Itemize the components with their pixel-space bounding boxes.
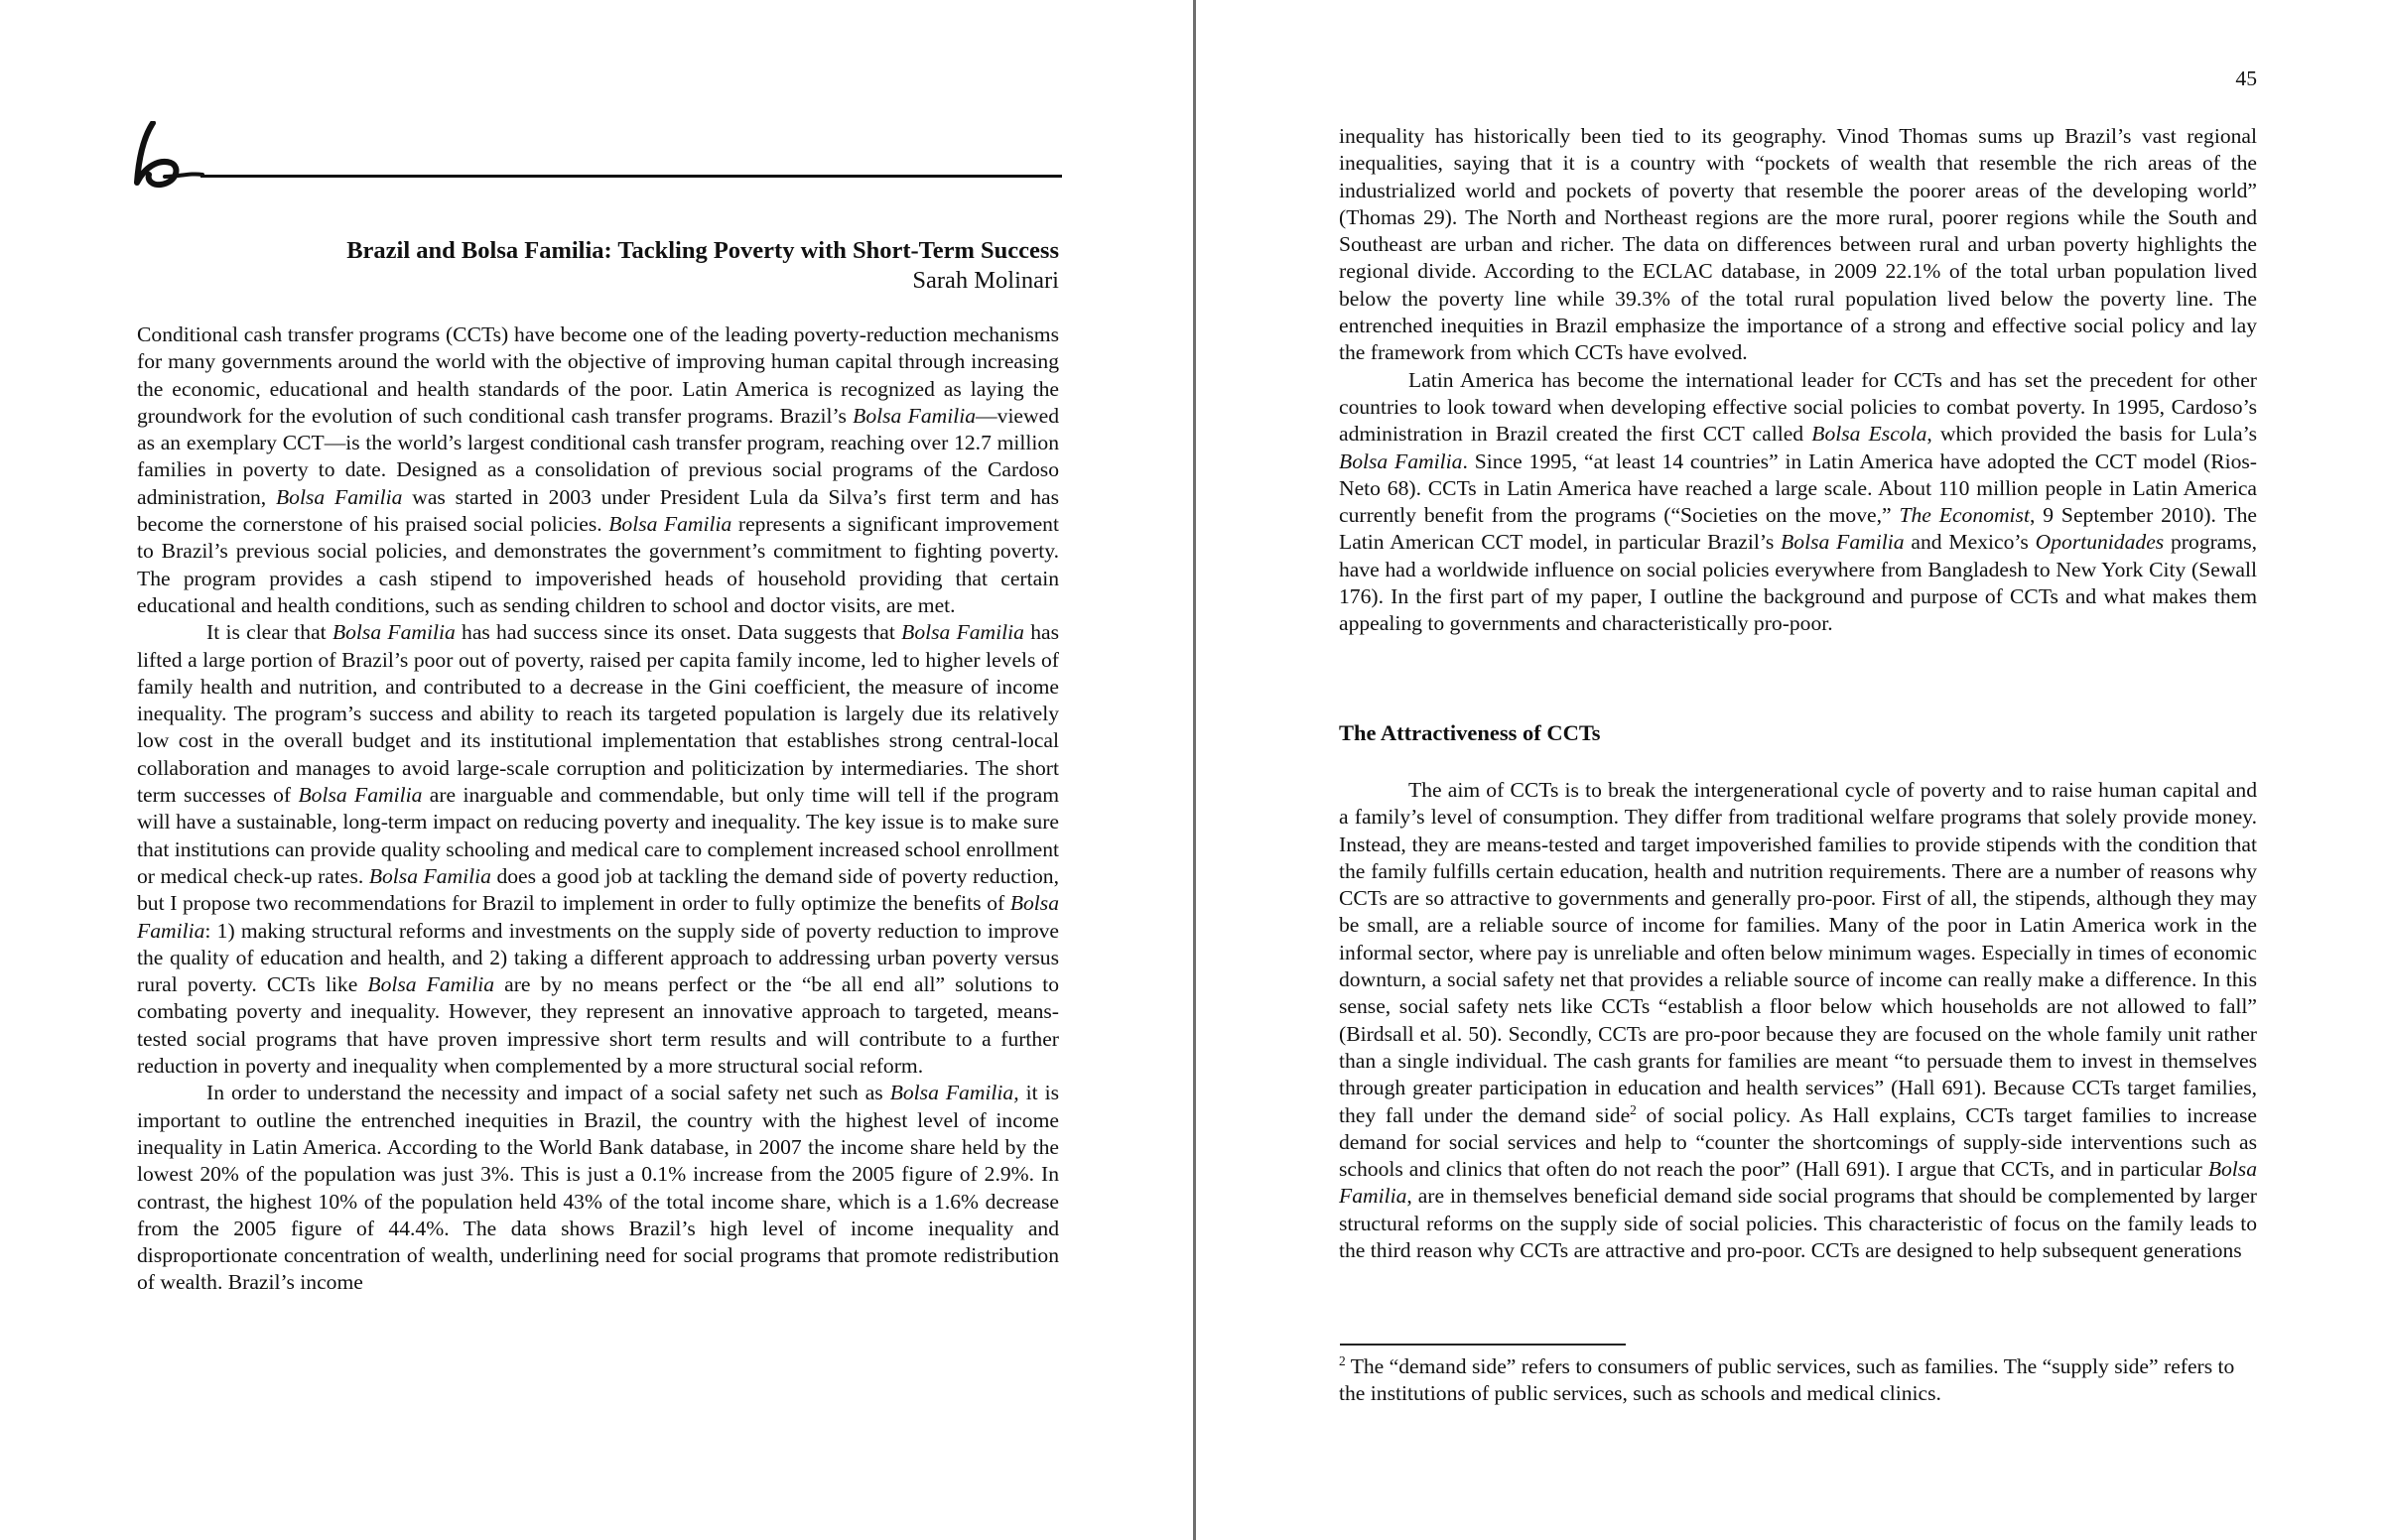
text-run: it is important to outline the entrenched inequities in Brazil, the country with the highest level of income inequality in Latin America. According to the World Bank database, in 2007 the income share held by the lowest 20% of the population was just 3%. This is just a 0.1% increase from the 2005 figure of 2.9%. In contrast, the highest 10% of the population held 43% of the total income share, which is a 1.6% decrease from the 2005 figure of 44.4%. The data shows Brazil’s high level of income inequality and disproportionate concentration of wealth, underlining need for social programs that promote redistribution of wealth. Brazil’s income: [137, 1081, 1059, 1295]
footnote-rule: [1340, 1344, 1626, 1346]
journal-logo-glyph: [131, 121, 210, 192]
text-run: In order to understand the necessity and impact of a social safety net such as: [206, 1081, 890, 1105]
footnote-marker: 2: [1339, 1352, 1346, 1368]
paragraph: [137, 1080, 1059, 1296]
text-run: Latin America has become the international leader for CCTs and has set the precedent for other countries to look toward when developing effective social policies to combat poverty. In 1995, Cardoso’s administration in Brazil created the first CCT called: [1339, 367, 2257, 447]
italic-text: Bolsa Escola: [1811, 422, 1927, 447]
italic-text: Bolsa Familia: [275, 484, 403, 509]
article-header: [137, 236, 1059, 296]
italic-text: Bolsa Familia: [298, 783, 423, 808]
text-run: The aim of CCTs is to break the intergenerational cycle of poverty and to raise human capital and a family’s level of consumption. They differ from traditional welfare programs that solely provide money. Instead, they are means-tested and target impoverished families to provide stipends with the condition that the family fulfills certain education, health and nutrition requirements. There are a number of reasons why CCTs are so attractive to governments and generally pro-poor. First of all, the stipends, although they may be small, are a reliable source of income for families. Many of the poor in Latin America work in the informal sector, where pay is unreliable and often below minimum wages. Especially in times of economic downturn, a social safety net that provides a reliable source of income can really make a difference. In this sense, social safety nets like CCTs “establish a floor below which households are not allowed to fall” (Birdsall et al. 50). Secondly, CCTs are pro-poor because they are focused on the whole family unit rather than a single individual. The cash grants for families are meant “to persuade them to invest in themselves through greater participation in education and health services” (Hall 691). Because CCTs target families, they fall under the demand side: [1339, 778, 2257, 1127]
italic-text: Bolsa Familia: [367, 972, 495, 997]
italic-text: The Economist: [1899, 503, 2030, 528]
text-run: has had success since its onset. Data suggests that: [455, 620, 902, 645]
italic-text: Bolsa Familia: [368, 863, 491, 888]
italic-text: Bolsa Familia: [1339, 449, 1463, 473]
text-run: , are in themselves beneficial demand side social programs that should be complemented by larger structural reforms on the supply side of social policies. This characteristic of focus on the family leads to the third reason why CCTs are attractive and pro-poor. CCTs are designed to help subsequent generations: [1339, 1184, 2257, 1263]
italic-text: Bolsa Familia: [608, 512, 732, 537]
text-run: and Mexico’s: [1904, 530, 2036, 555]
italic-text: Bolsa Familia: [332, 620, 456, 645]
text-run: inequality has historically been tied to its geography. Vinod Thomas sums up Brazil’s vast regional inequalities, saying that it is a country with “pockets of wealth that resemble the rich areas of the industrialized world and pockets of poverty that resemble the poorer areas of the developing world” (Thomas 29). The North and Northeast regions are the more rural, poorer regions while the South and Southeast are urban and richer. The data on differences between rural and urban poverty highlights the regional divide. According to the ECLAC database, in 2009 22.1% of the total urban population lived below the poverty line while 39.3% of the total rural population lived below the poverty line. The entrenched inequities in Brazil emphasize the importance of a strong and effective social policy and lay the framework from which CCTs have evolved.: [1339, 124, 2257, 365]
page-divider: [1193, 0, 1196, 1540]
left-body-text: [137, 321, 1059, 1297]
text-run: of social policy. As Hall explains, CCTs target families to increase demand for social services and help to “counter the shortcomings of supply-side interventions such as schools and clinics that often do not reach the poor” (Hall 691). I argue that CCTs, and in particular: [1339, 1102, 2257, 1182]
italic-text: Bolsa Familia: [901, 620, 1024, 645]
text-run: , 9 September 2010). The Latin American CCT model, in particular Brazil’s: [1339, 503, 2258, 555]
italic-text: Oportunidades: [2035, 530, 2165, 555]
paragraph: [1339, 777, 2257, 1264]
text-run: programs, have had a worldwide influence on social policies everywhere from Bangladesh to New York City (Sewall 176). In the first part of my paper, I outline the background and purpose of CCTs and what makes them appealing to governments and characteristically pro-poor.: [1339, 530, 2257, 636]
paragraph: [137, 619, 1059, 1080]
article-title: Brazil and Bolsa Familia: Tackling Poverty with Short-Term Success: [346, 237, 1059, 264]
text-run: Conditional cash transfer programs (CCTs) have become one of the leading poverty-reduction mechanisms for many governments around the world with the objective of improving human capital through increasing the economic, educational and health standards of the poor. Latin America is recognized as laying the groundwork for the evolution of such conditional cash transfer programs. Brazil’s: [137, 322, 1059, 428]
page-number: 45: [2235, 66, 2257, 90]
text-run: has lifted a large portion of Brazil’s poor out of poverty, raised per capita family income, led to higher levels of family health and nutrition, and contributed to a decrease in the Gini coefficient, the measure of income inequality. The program’s success and ability to reach its targeted population is largely due its relatively low cost in the overall budget and its institutional implementation that establishes strong central-local collaboration and manages to avoid large-scale corruption and politicization by intermediaries. The short term successes of: [137, 620, 1059, 808]
footnote-reference: 2: [1630, 1101, 1637, 1117]
article-author: Sarah Molinari: [912, 267, 1059, 294]
section-heading: The Attractiveness of CCTs: [1339, 720, 1601, 745]
footnote: [1339, 1353, 2257, 1408]
italic-text: Bolsa Familia: [1339, 1157, 2257, 1209]
text-run: It is clear that: [206, 620, 332, 645]
text-run: , which provided the basis for Lula’s: [1926, 422, 2257, 447]
header-rule: [200, 175, 1062, 178]
right-body-text-top: [1339, 123, 2257, 638]
text-run: does a good job at tackling the demand side of poverty reduction, but I propose two recommendations for Brazil to implement in order to fully optimize the benefits of: [137, 863, 1059, 916]
paragraph: [1339, 367, 2257, 638]
text-run: —viewed as an exemplary CCT—is the world’s largest conditional cash transfer program, reaching over 12.7 million families in poverty to date. Designed as a consolidation of previous social programs of the Cardoso administration,: [137, 403, 1059, 509]
text-run: : 1) making structural reforms and investments on the supply side of poverty reduction to improve the quality of education and health, and 2) taking a different approach to addressing urban poverty versus rural poverty. CCTs like: [137, 918, 1059, 997]
text-run: . Since 1995, “at least 14 countries” in Latin America have adopted the CCT model (Rios-Neto 68). CCTs in Latin America have reached a large scale. About 110 million people in Latin America currently benefit from the programs (“Societies on the move,”: [1339, 449, 2258, 528]
text-run: are by no means perfect or the “be all end all” solutions to combating poverty and inequality. However, they represent an innovative approach to targeted, means-tested social programs that have proven impressive short term results and will contribute to a further reduction in poverty and inequality when complemented by a more structural social reform.: [137, 972, 1060, 1079]
italic-text: Bolsa Familia,: [889, 1081, 1019, 1105]
journal-logo-icon: [131, 121, 210, 192]
italic-text: Bolsa Familia: [853, 403, 977, 428]
footnote-text: The “demand side” refers to consumers of public services, such as families. The “supply side” refers to the institutions of public services, such as schools and medical clinics.: [1339, 1354, 2235, 1406]
right-body-text-bottom: [1339, 777, 2257, 1264]
paragraph: [1339, 123, 2257, 367]
italic-text: Bolsa Familia: [137, 891, 1059, 943]
paragraph: [137, 321, 1059, 619]
italic-text: Bolsa Familia: [1781, 530, 1905, 555]
text-run: are inarguable and commendable, but only time will tell if the program will have a sustainable, long-term impact on reducing poverty and inequality. The key issue is to make sure that institutions can provide quality schooling and medical care to complement increased school enrollment or medical check-up rates.: [137, 783, 1059, 888]
text-run: represents a significant improvement to Brazil’s previous social policies, and demonstrates the government’s commitment to fighting poverty. The program provides a cash stipend to impoverished heads of household providing that certain educational and health conditions, such as sending children to school and doctor visits, are met.: [137, 512, 1059, 617]
text-run: was started in 2003 under President Lula da Silva’s first term and has become the cornerstone of his praised social policies.: [137, 484, 1059, 537]
